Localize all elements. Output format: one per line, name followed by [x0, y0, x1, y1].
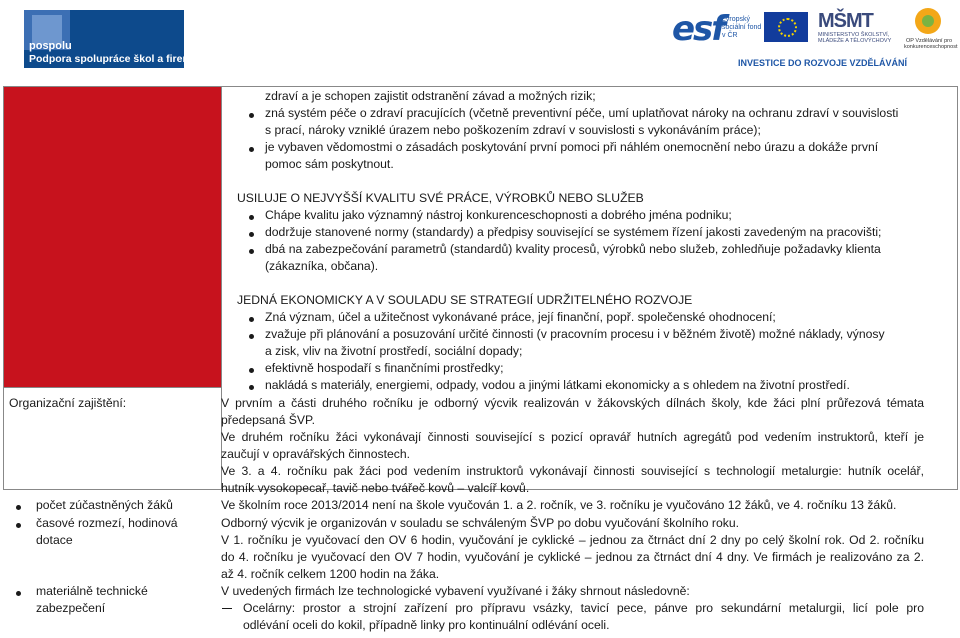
- bullet-icon: [16, 505, 21, 510]
- students-label: počet zúčastněných žáků: [36, 498, 173, 512]
- bullet-icon: [249, 215, 254, 220]
- opvk-text: OP Vzdělávání pro konkurenceschopnost: [904, 38, 958, 50]
- time-text: do 4. ročníku je vyučovací den OV 7 hodin, vyučování je cyklické – jednou za čtrnáct dní 4 dny. Ve firmách je realizováno za 2.: [221, 550, 924, 564]
- time-text: až 4. ročník celkem 1200 hodin na žáka.: [221, 567, 440, 581]
- organization-text: Ve 3. a 4. ročníku pak žáci pod vedením instruktorů vykonávají činnosti související s technologií metalurgie: hutník ocelář,: [221, 464, 924, 478]
- bullet-icon: [249, 385, 254, 390]
- quality-heading: USILUJE O NEJVYŠŠÍ KVALITU SVÉ PRÁCE, VÝROBKŮ NEBO SLUŽEB: [237, 191, 644, 205]
- bullet-icon: [249, 317, 254, 322]
- organization-text: hutník vysokopecař, tavič nebo tvářeč kovů – valcíř kovů.: [221, 481, 530, 495]
- bullet-icon: [249, 113, 254, 118]
- competency-line: dbá na zabezpečování parametrů (standardů) kvality procesů, výrobků nebo služeb, zohledňuje požadavky klienta: [265, 242, 881, 256]
- competency-line: pomoc sám poskytnout.: [265, 157, 394, 171]
- organization-text: zaučují v opravářských činnostech.: [221, 447, 410, 461]
- row-divider: [4, 387, 221, 388]
- bullet-icon: [249, 249, 254, 254]
- competency-line: Zná význam, účel a užitečnost vykonávané práce, její finanční, popř. společenské ohodnocení;: [265, 310, 776, 324]
- dash-icon: [222, 608, 232, 609]
- competency-line: nakládá s materiály, energiemi, odpady, vodou a jinými látkami ekonomicky a s ohledem na životní prostředí.: [265, 378, 850, 392]
- material-label: materiálně technické: [36, 584, 148, 598]
- material-label: zabezpečení: [36, 601, 106, 615]
- time-text: V 1. ročníku je vyučovací den OV 6 hodin, vyučování je cyklické – jednou za čtrnáct dní 2 dny po celý školní rok. Od 2. ročníku: [221, 533, 924, 547]
- organization-text: předepsaná ŠVP.: [221, 413, 315, 427]
- esf-letters: esf: [672, 9, 725, 49]
- invest-slogan: INVESTICE DO ROZVOJE VZDĚLÁVÁNÍ: [738, 58, 908, 68]
- page-header: [0, 0, 960, 78]
- competency-line: zdraví a je schopen zajistit odstranění závad a možných rizik;: [265, 89, 596, 103]
- material-text: odlévání oceli do kokil, případně linky pro kontinuální odlévání oceli.: [243, 618, 610, 632]
- bullet-icon: [16, 523, 21, 528]
- bullet-icon: [249, 232, 254, 237]
- organization-text: Ve druhém ročníku žáci vykonávají činnosti související s pozicí opravář hutních agregátů pod vedením instruktorů, kteří je: [221, 430, 924, 444]
- competency-line: efektivně hospodaří s finančními prostředky;: [265, 361, 504, 375]
- students-text: Ve školním roce 2013/2014 není na škole vyučován 1. a 2. ročník, ve 3. ročníku je vyučováno 12 žáků, ve 4. ročníku 13 žáků.: [221, 498, 897, 512]
- red-label-cell: [4, 87, 221, 387]
- bullet-icon: [16, 591, 21, 596]
- pospolu-logo: [24, 10, 192, 68]
- time-label: časové rozmezí, hodinová: [36, 516, 178, 530]
- time-text: Odborný výcvik je organizován v souladu se schváleným ŠVP po dobu vyučování školního roku.: [221, 516, 740, 530]
- competency-line: s prací, nároky vzniklé úrazem nebo poškozením zdraví v souvislosti s vykonáváním práce);: [265, 123, 761, 137]
- esf-text: evropský sociální fond v ČR: [722, 16, 762, 39]
- competency-line: (zákazníka, občana).: [265, 259, 379, 273]
- esf-logo: [672, 9, 762, 49]
- competency-line: zná systém péče o zdraví pracujících (včetně preventivní péče, umí uplatňovat nároky na ochranu zdraví v souvislosti: [265, 106, 899, 120]
- bullet-icon: [249, 368, 254, 373]
- competency-line: Chápe kvalitu jako významný nástroj konkurenceschopnosti a dobrého jména podniku;: [265, 208, 732, 222]
- msmt-logo: [818, 10, 898, 52]
- material-text: Ocelárny: prostor a strojní zařízení pro přípravu vsázky, tavicí pece, pánve pro sekundární metalurgii, licí pole pro: [243, 601, 924, 615]
- organization-label: Organizační zajištění:: [9, 396, 127, 410]
- eu-flag-icon: [764, 12, 808, 42]
- time-label: dotace: [36, 533, 73, 547]
- msmt-text: MINISTERSTVO ŠKOLSTVÍ, MLÁDEŽE A TĚLOVÝCHOVY: [818, 32, 892, 44]
- pospolu-tagline: Podpora spolupráce škol a firem: [29, 53, 192, 65]
- competency-line: je vybaven vědomostmi o zásadách poskytování první pomoci při náhlém onemocnění nebo úrazu a dokáže první: [265, 140, 879, 154]
- organization-text: V prvním a části druhého ročníku je odborný výcvik realizován v žákovských dílnách školy, kde žáci plní průřezová témata: [221, 396, 924, 410]
- opvk-logo: [904, 8, 958, 56]
- competency-line: zvažuje při plánování a posuzování určité činnosti (v pracovním procesu i v běžném životě) možné náklady, výnosy: [265, 327, 885, 341]
- bullet-icon: [249, 334, 254, 339]
- pospolu-name: pospolu: [29, 40, 72, 52]
- material-text: V uvedených firmách lze technologické vybavení využívané i žáky shrnout následovně:: [221, 584, 690, 598]
- economy-heading: JEDNÁ EKONOMICKY A V SOULADU SE STRATEGIÍ UDRŽITELNÉHO ROZVOJE: [237, 293, 693, 307]
- bullet-icon: [249, 147, 254, 152]
- msmt-letters: MŠMT: [818, 10, 873, 32]
- competency-line: a zisk, vliv na životní prostředí, sociální dopady;: [265, 344, 523, 358]
- competency-line: dodržuje stanovené normy (standardy) a předpisy související se systémem řízení jakosti zavedeným na pracovišti;: [265, 225, 882, 239]
